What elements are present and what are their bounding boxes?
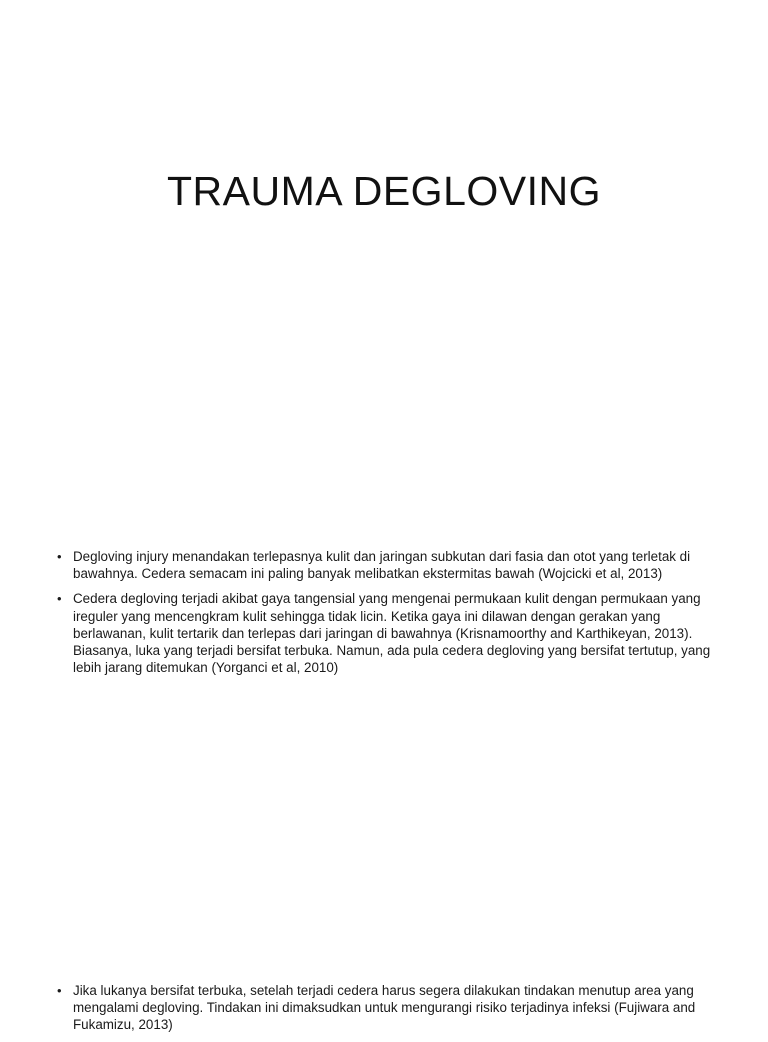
slide-title: TRAUMA DEGLOVING: [166, 168, 601, 214]
bullet-icon: •: [57, 983, 62, 998]
bullet-text: Cedera degloving terjadi akibat gaya tangensial yang mengenai permukaan kulit dengan permukaan yang ireguler yang mencengkram kulit sehingga tidak licin. Ketika gaya ini dilawan dengan gerakan yang berlawanan, kulit tertarik dan terlepas dari jaringan di bawahnya (Krisnamoorthy and Karthikeyan, 2013). Biasanya, luka yang terjadi bersifat terbuka. Namun, ada pula cedera degloving yang bersifat tertutup, yang lebih jarang ditemukan (Yorganci et al, 2010): [73, 591, 711, 676]
bullet-item: [55, 982, 715, 1034]
bullet-item: [55, 590, 715, 676]
bullet-item: [55, 548, 715, 582]
bullet-icon: •: [57, 549, 62, 564]
bullet-text: Degloving injury menandakan terlepasnya kulit dan jaringan subkutan dari fasia dan otot yang terletak di bawahnya. Cedera semacam ini paling banyak melibatkan ekstermitas bawah (Wojcicki et al, 2013): [73, 549, 691, 582]
bullet-list-bottom: [55, 982, 715, 1042]
bullet-icon: •: [57, 591, 62, 607]
bullet-list-top: [55, 548, 715, 684]
bullet-text: Jika lukanya bersifat terbuka, setelah terjadi cedera harus segera dilakukan tindakan menutup area yang mengalami degloving. Tindakan ini dimaksudkan untuk mengurangi risiko terjadinya infeksi (Fujiwara and Fukamizu, 2013): [73, 983, 696, 1033]
